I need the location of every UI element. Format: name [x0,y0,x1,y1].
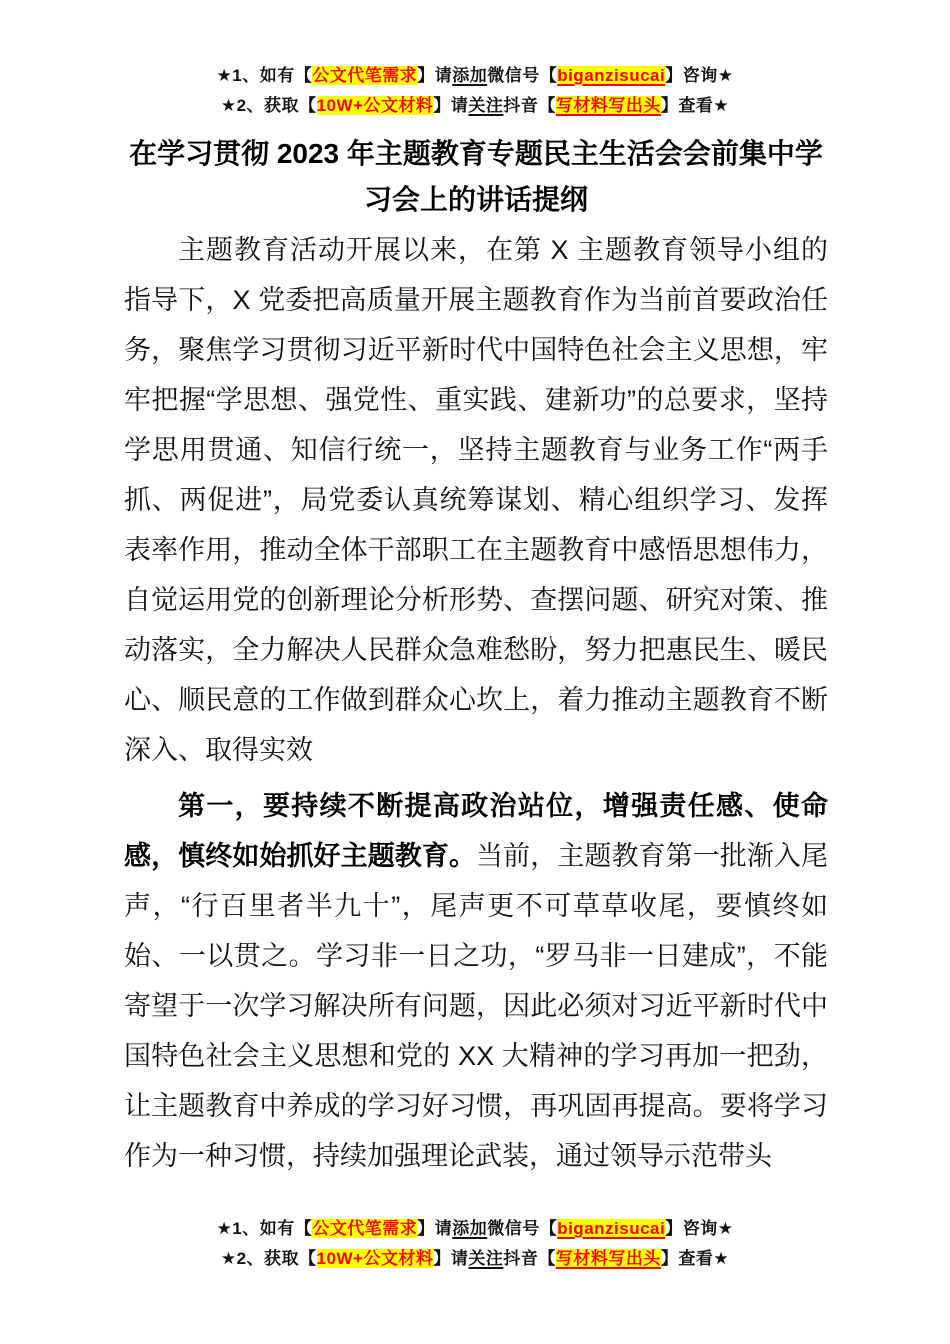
paragraph-intro [124,225,828,775]
header-notice [0,61,950,121]
text-run: 】请 [417,66,453,85]
text-run: 写材料写出头 [555,1249,661,1268]
document-title: 在学习贯彻 2023 年主题教育专题民主生活会会前集中学习会上的讲话提纲 [129,138,823,215]
text-run: ★2、获取【 [220,1249,317,1268]
text-run: 公文代笔需求 [312,66,418,85]
text-run: 添加 [452,1219,488,1238]
text-run: 】请 [417,1219,453,1238]
text-run: 】请 [433,96,469,115]
text-run: 10W+公文材料 [316,96,434,115]
text-run: ★2、获取【 [220,96,317,115]
text-run: 当前，主题教育第一批渐入尾声，“行百里者半九十”，尾声更不可草草收尾，要慎终如始、一以贯之。学习非一日之功，“罗马非一日建成”，不能寄望于一次学习解决所有问题，因此必须对习近平新时代中国特色社会主义思想和党的 XX 大精神的学习再加一把劲，让主题教育中养成的学习好习惯，再巩固再提高。要将学习作为一种习惯，持续加强理论武装，通过领导示范带头 [124,841,829,1171]
text-run: 微信号【 [487,1219,558,1238]
text-run: 】查看★ [660,1249,730,1268]
text-run: 】咨询★ [665,66,734,85]
text-run: 主题教育活动开展以来，在第 X 主题教育领导小组的指导下，X 党委把高质量开展主题教育作为当前首要政治任务，聚焦学习贯彻习近平新时代中国特色社会主义思想，牢牢把握“学思想、强党性、重实践、建新功”的总要求，坚持学思用贯通、知信行统一，坚持主题教育与业务工作“两手抓、两促进”，局党委认真统筹谋划、精心组织学习、发挥表率作用，推动全体干部职工在主题教育中感悟思想伟力，自觉运用党的创新理论分析形势、查摆问题、研究对策、推动落实，全力解决人民群众急难愁盼，努力把惠民生、暖民心、顺民意的工作做到群众心坎上，着力推动主题教育不断深入、取得实效 [124,235,828,765]
footer-notice-line-2 [0,1244,950,1274]
text-run: 关注 [468,96,504,115]
text-run: 10W+公文材料 [316,1249,434,1268]
text-run: ★1、如有【 [216,1219,313,1238]
text-run: 抖音【 [503,96,556,115]
text-run: 写材料写出头 [555,96,661,115]
text-run: ★1、如有【 [216,66,313,85]
text-run: 】查看★ [660,96,730,115]
text-run: 添加 [452,66,488,85]
document-content [124,131,828,1181]
paragraph-first-point [124,781,828,1181]
text-run: 微信号【 [487,66,558,85]
text-run: 】请 [433,1249,469,1268]
text-run: 公文代笔需求 [312,1219,418,1238]
footer-notice [0,1214,950,1274]
text-run: 抖音【 [503,1249,556,1268]
text-run: biganzisucai [557,1219,666,1238]
header-notice-line-2 [0,91,950,121]
text-run: 第一，要持续不断提高政治站位，增强责任感、使命感，慎终如始抓好主题教育。 [124,791,828,871]
footer-notice-line-1 [0,1214,950,1244]
text-run: biganzisucai [557,66,666,85]
text-run: 关注 [468,1249,504,1268]
text-run: 】咨询★ [665,1219,734,1238]
header-notice-line-1 [0,61,950,91]
